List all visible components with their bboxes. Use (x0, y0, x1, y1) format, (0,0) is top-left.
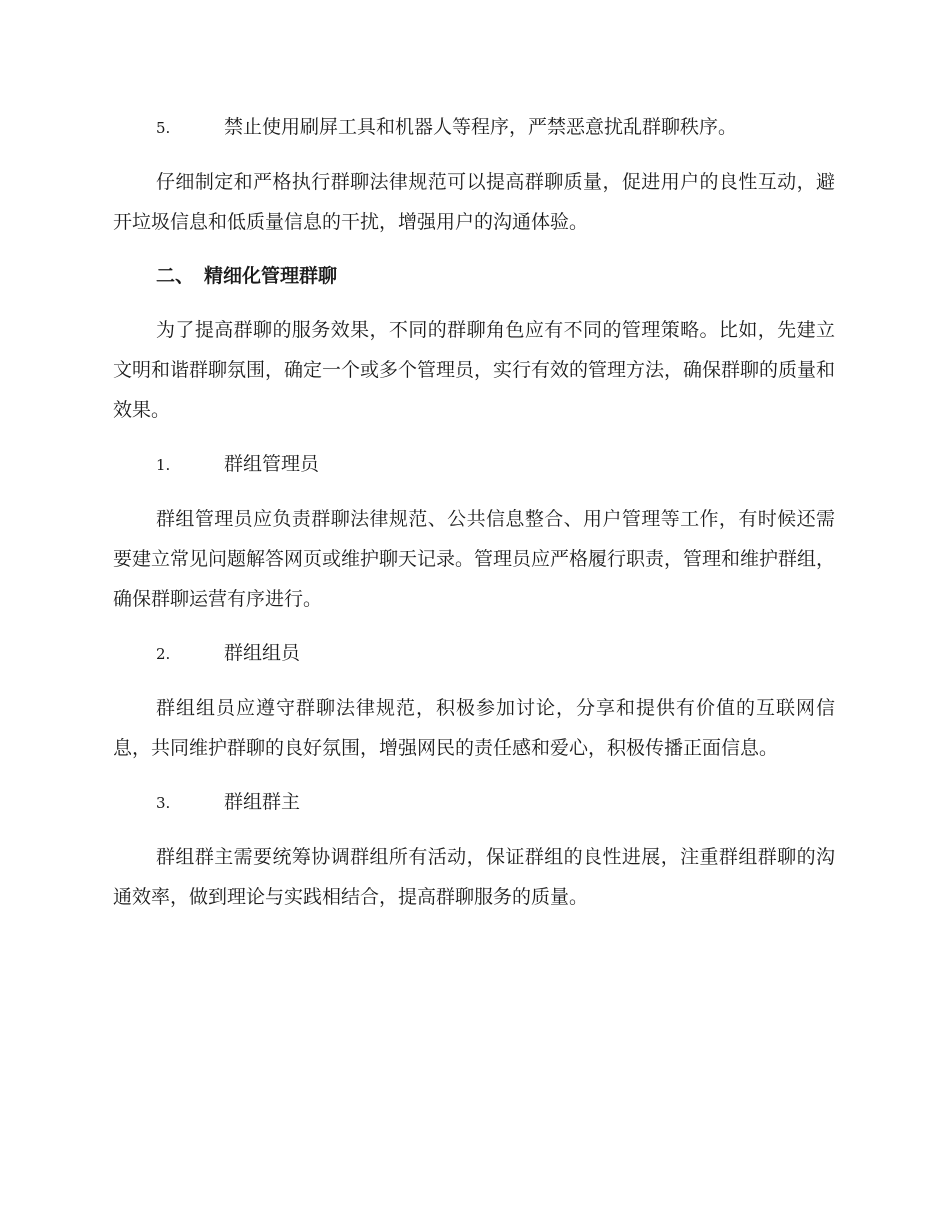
paragraph-management-intro: 为了提高群聊的服务效果，不同的群聊角色应有不同的管理策略。比如，先建立文明和谐群聊氛围，确定一个或多个管理员，实行有效的管理方法，确保群聊的质量和效果。 (113, 319, 836, 421)
list-text: 禁止使用刷屏工具和机器人等程序，严禁恶意扰乱群聊秩序。 (224, 116, 738, 138)
subheading-3 (113, 787, 835, 818)
subheading-number: 2. (156, 645, 171, 663)
list-number: 5. (156, 119, 171, 137)
subheading-1 (113, 449, 835, 480)
paragraph-rules-summary: 仔细制定和严格执行群聊法律规范可以提高群聊质量，促进用户的良性互动，避开垃圾信息和低质量信息的干扰，增强用户的沟通体验。 (113, 171, 835, 233)
paragraph-admin: 群组管理员应负责群聊法律规范、公共信息整合、用户管理等工作，有时候还需要建立常见问题解答网页或维护聊天记录。管理员应严格履行职责，管理和维护群组，确保群聊运营有序进行。 (113, 508, 836, 610)
subheading-number: 1. (156, 456, 171, 474)
section-title: 精细化管理群聊 (204, 265, 338, 287)
subheading-title: 群组管理员 (224, 453, 320, 475)
list-item-5 (113, 112, 835, 143)
paragraph-owner: 群组群主需要统筹协调群组所有活动，保证群组的良性进展，注重群组群聊的沟通效率，做到理论与实践相结合，提高群聊服务的质量。 (113, 846, 835, 908)
section-number: 二、 (156, 265, 195, 287)
subheading-title: 群组组员 (224, 642, 301, 664)
document-body (113, 112, 835, 936)
subheading-2 (113, 638, 835, 669)
subheading-title: 群组群主 (224, 791, 301, 813)
paragraph-members: 群组组员应遵守群聊法律规范，积极参加讨论，分享和提供有价值的互联网信息，共同维护群聊的良好氛围，增强网民的责任感和爱心，积极传播正面信息。 (113, 697, 835, 759)
subheading-number: 3. (156, 794, 171, 812)
section-heading-2 (113, 261, 835, 291)
